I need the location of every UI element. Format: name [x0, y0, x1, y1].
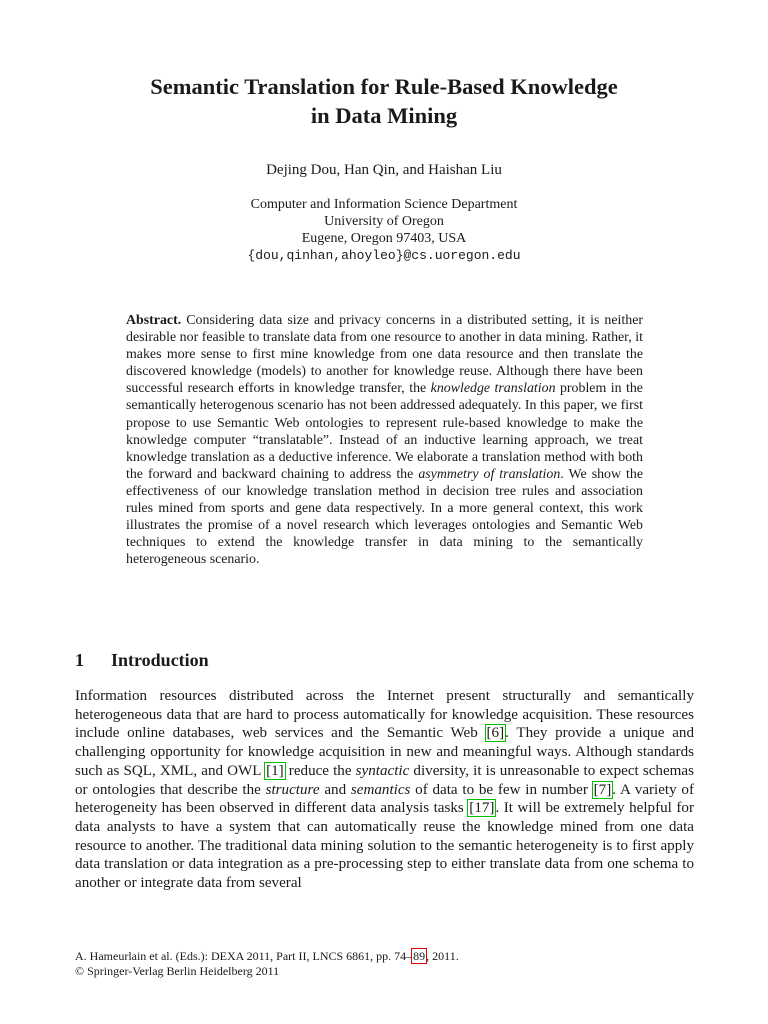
citation-link-1[interactable]: [1]	[266, 762, 284, 779]
intro-text-2: . They provide a unique and challenging opportunity for knowledge acquisition in new and meaningful ways. Although standards such as SQL, XML, and OWL	[75, 725, 695, 779]
affiliation-university: University of Oregon	[324, 214, 444, 229]
intro-emphasis-semantics: semantics	[350, 781, 411, 798]
title-line-1: Semantic Translation for Rule-Based Knowledge	[150, 74, 618, 99]
abstract-text-1: Considering data size and privacy concerns in a distributed setting, it is neither desirable nor feasible to translate data from one resource to another in data mining. Rather, it makes more sense to first mine knowledge from one data resource and then translate the discovered knowledge (models) to another for knowledge reuse. Although there have been successful research efforts in knowledge transfer, the	[126, 313, 643, 397]
footer-citation-text: A. Hameurlain et al. (Eds.): DEXA 2011, Part II, LNCS 6861, pp. 74–	[75, 949, 413, 963]
intro-text-4: diversity, it is unreasonable to expect schemas or ontologies that describe the	[75, 762, 694, 798]
introduction-paragraph	[75, 687, 694, 893]
affiliation-department: Computer and Information Science Department	[250, 197, 518, 212]
author-list: Dejing Dou, Han Qin, and Haishan Liu	[266, 162, 502, 178]
citation-link-17[interactable]: [17]	[469, 800, 495, 817]
intro-emphasis-syntactic: syntactic	[355, 762, 410, 779]
section-heading-introduction	[75, 649, 209, 671]
paper-title	[40, 72, 728, 130]
citation-link-6[interactable]: [6]	[486, 725, 505, 742]
title-line-2: in Data Mining	[310, 103, 458, 128]
affiliation	[40, 196, 728, 264]
citation-link-7[interactable]: [7]	[593, 781, 612, 798]
affiliation-city: Eugene, Oregon 97403, USA	[301, 231, 467, 246]
page-footer	[75, 949, 694, 979]
abstract-text-2: problem in the semantically heterogenous scenario has not been addressed adequately. In this paper, we first propose to use Semantic Web ontologies to represent rule-based knowledge to make the knowledge computer “translatable”. Instead of an inductive learning approach, we treat knowledge translation as a deductive inference. We elaborate a translation method with both the forward and backward chaining to address the	[126, 381, 643, 482]
intro-text-7: . A variety of heterogeneity has been observed in different data analysis tasks	[75, 781, 695, 817]
footer-citation-end: , 2011.	[426, 949, 459, 963]
abstract	[126, 312, 643, 568]
intro-text-3: reduce the	[284, 762, 356, 779]
intro-emphasis-structure: structure	[265, 781, 320, 798]
intro-text-8: . It will be extremely helpful for data analysts to have a system that can automatically reuse the knowledge mined from one data resource to another. The traditional data mining solution to the semantic heterogeneity is to first apply data translation or data integration as a pre-processing step to either translate data from one schema to another or integrate data from several	[75, 800, 694, 892]
abstract-emphasis-2: asymmetry of translation	[418, 466, 561, 482]
intro-text-6: of data to be few in number	[410, 781, 593, 798]
abstract-text-3: . We show the effectiveness of our knowledge translation method in decision tree rules and association rules mined from sports and gene data respectively. In a more general context, this work illustrates the promise of a novel research which leverages ontologies and Semantic Web techniques to extend the knowledge transfer in data mining to the semantically heterogeneous scenario.	[126, 466, 644, 568]
end-page-link[interactable]: 89	[413, 949, 426, 963]
intro-text-1: Information resources distributed across the Internet present structurally and semantically heterogeneous data that are hard to process automatically for knowledge acquisition. These resources include online databases, web services and the Semantic Web	[75, 688, 694, 742]
abstract-emphasis-1: knowledge translation	[430, 381, 556, 397]
copyright-notice: © Springer-Verlag Berlin Heidelberg 2011	[75, 964, 280, 978]
intro-text-5: and	[319, 781, 351, 798]
author-email: {dou,qinhan,ahoyleo}@cs.uoregon.edu	[247, 248, 521, 263]
abstract-label: Abstract.	[126, 313, 182, 328]
section-title: Introduction	[111, 650, 209, 670]
section-number: 1	[75, 650, 84, 670]
